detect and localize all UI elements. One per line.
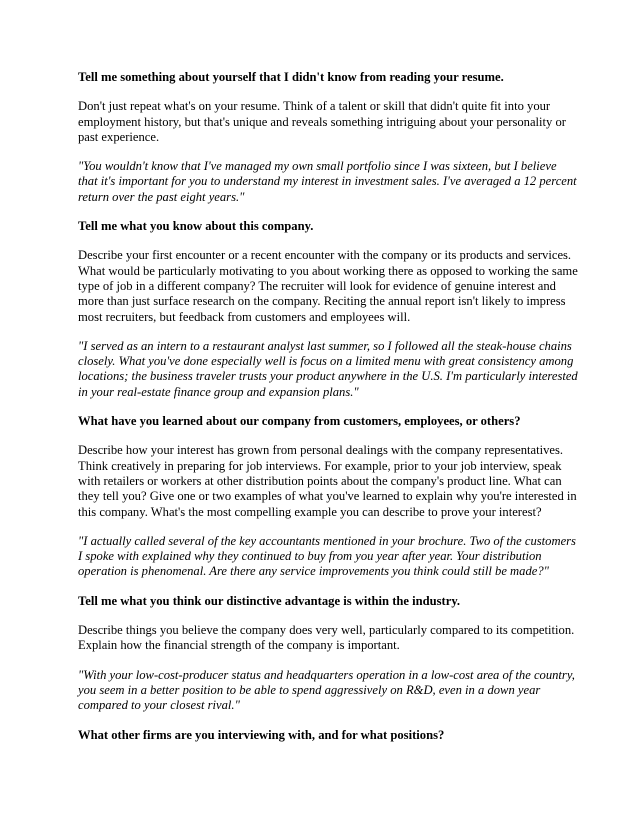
- advice-paragraph: Describe how your interest has grown from personal dealings with the company representatives. Think creatively in preparing for job interviews. For example, prior to your job interview, speak with retailers or workers at other distribution points about the company's product line. What can they tell you? Give one or two examples of what you've learned to explain why you're interested in this company. What's the most compelling example you can describe to prove your interest?: [78, 443, 577, 519]
- example-answer: "I served as an intern to a restaurant analyst last summer, so I followed all the steak-house chains closely. What you've done especially well is focus on a limited menu with great consistency among locations; the business traveler trusts your product anywhere in the U.S. I'm particularly interested in your real-estate finance group and expansion plans.": [78, 338, 578, 399]
- advice-paragraph: Don't just repeat what's on your resume. Think of a talent or skill that didn't quite fit into your employment history, but that's unique and reveals something intriguing about your personality or past experience.: [78, 99, 566, 144]
- example-answer: "You wouldn't know that I've managed my own small portfolio since I was sixteen, but I believe that it's important for you to understand my interest in investment sales. I've averaged a 12 percent return over the past eight years.": [78, 159, 577, 204]
- example-answer: "I actually called several of the key accountants mentioned in your brochure. Two of the customers I spoke with explained why they continued to buy from you year after year. Your distribution operation is phenomenal. Are there any service improvements you think could still be made?": [78, 533, 576, 579]
- example-answer: "With your low-cost-producer status and headquarters operation in a low-cost area of the country, you seem in a better position to be able to spend aggressively on R&D, even in a down year compared to your closest rival.": [78, 667, 575, 713]
- advice-paragraph: Describe your first encounter or a recent encounter with the company or its products and services. What would be particularly motivating to you about working there as opposed to working the same type of job in a different company? The recruiter will look for evidence of genuine interest and more than just surface research on the company. Reciting the annual report isn't likely to impress most recruiters, but feedback from customers and employees will.: [78, 248, 578, 324]
- question-heading: Tell me what you think our distinctive advantage is within the industry.: [78, 593, 461, 608]
- question-heading: What have you learned about our company from customers, employees, or others?: [78, 414, 521, 429]
- question-heading: What other firms are you interviewing with, and for what positions?: [78, 727, 445, 742]
- document-page: [78, 70, 578, 757]
- question-heading: Tell me what you know about this company.: [78, 219, 314, 234]
- advice-paragraph: Describe things you believe the company does very well, particularly compared to its competition. Explain how the financial strength of the company is important.: [78, 623, 575, 653]
- question-heading: Tell me something about yourself that I didn't know from reading your resume.: [78, 70, 504, 84]
